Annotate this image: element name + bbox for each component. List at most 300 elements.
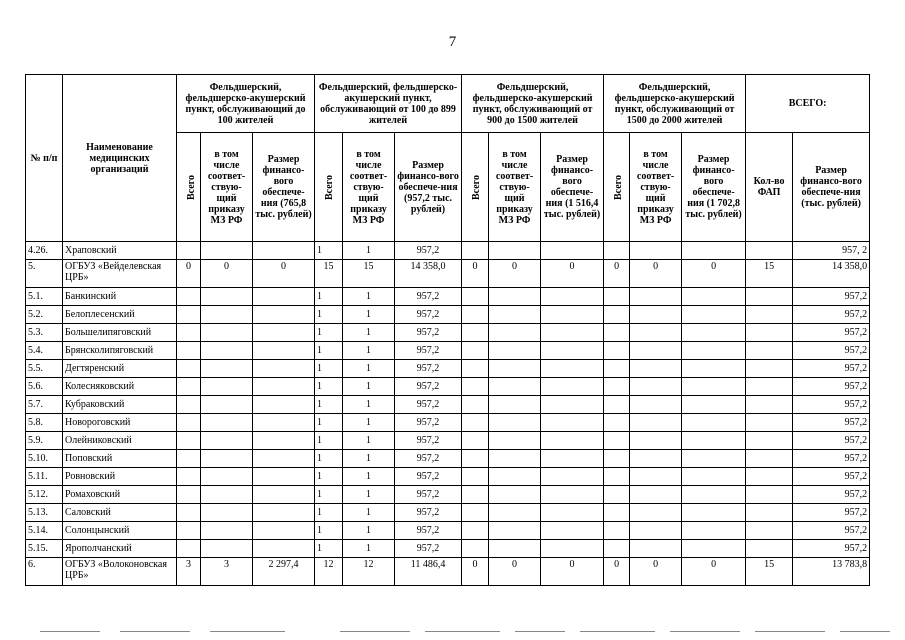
table-row <box>26 486 870 504</box>
cell-col-3 <box>253 486 315 504</box>
cell-col-10 <box>604 360 630 378</box>
cell-col-9 <box>541 504 604 522</box>
cell-col-5: 1 <box>343 242 395 260</box>
organization-name: Солонцынский <box>63 522 177 540</box>
cell-col-11 <box>630 450 682 468</box>
organization-name: Новороговский <box>63 414 177 432</box>
cell-col-6: 957,2 <box>395 504 462 522</box>
organization-name: Кубраковский <box>63 396 177 414</box>
cell-col-6: 957,2 <box>395 324 462 342</box>
cell-col-11 <box>630 414 682 432</box>
cell-col-14: 957,2 <box>793 378 870 396</box>
cell-col-12: 0 <box>682 260 746 288</box>
cell-col-14: 13 783,8 <box>793 558 870 586</box>
cell-col-12 <box>682 306 746 324</box>
cell-col-11 <box>630 468 682 486</box>
cell-col-14: 957,2 <box>793 306 870 324</box>
cell-col-11 <box>630 396 682 414</box>
cell-col-4: 1 <box>315 378 343 396</box>
cell-col-9 <box>541 360 604 378</box>
cell-col-5: 1 <box>343 288 395 306</box>
row-number: 5.7. <box>26 396 63 414</box>
header-vsego-4: Всего <box>604 133 630 242</box>
cell-col-2 <box>201 486 253 504</box>
cell-col-4: 1 <box>315 360 343 378</box>
header-incl-1: в том числе соответ-ствую-щий приказу МЗ РФ <box>201 133 253 242</box>
cell-col-2 <box>201 396 253 414</box>
page-bottom-lines <box>0 631 905 637</box>
cell-col-12 <box>682 486 746 504</box>
cell-col-13 <box>746 306 793 324</box>
cell-col-14: 957,2 <box>793 450 870 468</box>
cell-col-7 <box>462 414 489 432</box>
cell-col-7 <box>462 306 489 324</box>
cell-col-14: 957,2 <box>793 414 870 432</box>
cell-col-13 <box>746 324 793 342</box>
cell-col-3: 0 <box>253 260 315 288</box>
cell-col-3 <box>253 540 315 558</box>
organization-name: Большелипяговский <box>63 324 177 342</box>
cell-col-2: 0 <box>201 260 253 288</box>
cell-col-9 <box>541 522 604 540</box>
cell-col-6: 957,2 <box>395 450 462 468</box>
cell-col-2 <box>201 360 253 378</box>
row-number: 5.6. <box>26 378 63 396</box>
organization-name: Брянсколипяговский <box>63 342 177 360</box>
table-row <box>26 540 870 558</box>
cell-col-4: 1 <box>315 432 343 450</box>
cell-col-9 <box>541 324 604 342</box>
row-number: 5.9. <box>26 432 63 450</box>
cell-col-7 <box>462 324 489 342</box>
cell-col-6: 14 358,0 <box>395 260 462 288</box>
table-row <box>26 432 870 450</box>
cell-col-3: 2 297,4 <box>253 558 315 586</box>
cell-col-2 <box>201 450 253 468</box>
organization-name: Колесняковский <box>63 378 177 396</box>
cell-col-9 <box>541 450 604 468</box>
cell-col-14: 957,2 <box>793 468 870 486</box>
cell-col-1 <box>177 432 201 450</box>
cell-col-11 <box>630 242 682 260</box>
cell-col-2 <box>201 342 253 360</box>
cell-col-10 <box>604 378 630 396</box>
cell-col-11 <box>630 432 682 450</box>
cell-col-7 <box>462 522 489 540</box>
cell-col-2 <box>201 468 253 486</box>
table-row <box>26 450 870 468</box>
cell-col-10 <box>604 522 630 540</box>
organization-name: Поповский <box>63 450 177 468</box>
cell-col-9 <box>541 288 604 306</box>
header-incl-3: в том числе соответ-ствую-щий приказу МЗ РФ <box>489 133 541 242</box>
cell-col-9: 0 <box>541 260 604 288</box>
cell-col-14: 957,2 <box>793 486 870 504</box>
cell-col-13 <box>746 486 793 504</box>
cell-col-4: 1 <box>315 242 343 260</box>
cell-col-5: 1 <box>343 432 395 450</box>
cell-col-11 <box>630 486 682 504</box>
cell-col-8 <box>489 540 541 558</box>
cell-col-11 <box>630 342 682 360</box>
cell-col-4: 15 <box>315 260 343 288</box>
organization-name: ОГБУЗ «Волоконовская ЦРБ» <box>63 558 177 586</box>
cell-col-14: 957,2 <box>793 540 870 558</box>
cell-col-6: 957,2 <box>395 468 462 486</box>
cell-col-3 <box>253 242 315 260</box>
cell-col-2 <box>201 242 253 260</box>
header-kol-fap: Кол-во ФАП <box>746 133 793 242</box>
cell-col-4: 1 <box>315 504 343 522</box>
cell-col-13: 15 <box>746 558 793 586</box>
row-number: 5. <box>26 260 63 288</box>
cell-col-5: 1 <box>343 378 395 396</box>
cell-col-13 <box>746 342 793 360</box>
cell-col-13 <box>746 242 793 260</box>
table-row <box>26 558 870 586</box>
cell-col-13 <box>746 504 793 522</box>
cell-col-11 <box>630 360 682 378</box>
cell-col-11: 0 <box>630 558 682 586</box>
cell-col-4: 1 <box>315 342 343 360</box>
cell-col-5: 1 <box>343 450 395 468</box>
header-incl-2: в том числе соответ-ствую-щий приказу МЗ РФ <box>343 133 395 242</box>
cell-col-7 <box>462 242 489 260</box>
row-number: 5.2. <box>26 306 63 324</box>
row-number: 5.12. <box>26 486 63 504</box>
cell-col-12: 0 <box>682 558 746 586</box>
cell-col-8 <box>489 522 541 540</box>
cell-col-2 <box>201 378 253 396</box>
cell-col-14: 957,2 <box>793 324 870 342</box>
cell-col-12 <box>682 522 746 540</box>
organization-name: Белоплесенский <box>63 306 177 324</box>
cell-col-9 <box>541 414 604 432</box>
header-vsego-2: Всего <box>315 133 343 242</box>
header-fin-total: Размер финансо-вого обеспече-ния (тыс. рублей) <box>793 133 870 242</box>
cell-col-5: 1 <box>343 486 395 504</box>
cell-col-1 <box>177 450 201 468</box>
cell-col-12 <box>682 414 746 432</box>
cell-col-3 <box>253 360 315 378</box>
cell-col-10 <box>604 504 630 522</box>
row-number: 5.4. <box>26 342 63 360</box>
cell-col-12 <box>682 242 746 260</box>
table-row <box>26 324 870 342</box>
cell-col-1 <box>177 242 201 260</box>
organization-name: Олейниковский <box>63 432 177 450</box>
header-group-1: Фельдшерский, фельдшерско-акушерский пункт, обслуживающий до 100 жителей <box>177 75 315 133</box>
cell-col-6: 11 486,4 <box>395 558 462 586</box>
cell-col-1 <box>177 378 201 396</box>
header-fin-4: Размер финансо-вого обеспече-ния (1 702,8 тыс. рублей) <box>682 133 746 242</box>
organization-name: Дегтяренский <box>63 360 177 378</box>
cell-col-8: 0 <box>489 260 541 288</box>
cell-col-9 <box>541 342 604 360</box>
cell-col-1 <box>177 396 201 414</box>
cell-col-8 <box>489 486 541 504</box>
cell-col-11: 0 <box>630 260 682 288</box>
cell-col-5: 1 <box>343 306 395 324</box>
cell-col-11 <box>630 288 682 306</box>
cell-col-7 <box>462 342 489 360</box>
table-row <box>26 522 870 540</box>
cell-col-1: 0 <box>177 260 201 288</box>
organization-name: Ровновский <box>63 468 177 486</box>
organization-name: Храповский <box>63 242 177 260</box>
cell-col-13 <box>746 360 793 378</box>
cell-col-14: 957,2 <box>793 342 870 360</box>
cell-col-7 <box>462 468 489 486</box>
cell-col-2 <box>201 432 253 450</box>
cell-col-5: 1 <box>343 342 395 360</box>
cell-col-4: 1 <box>315 522 343 540</box>
row-number: 5.15. <box>26 540 63 558</box>
cell-col-14: 14 358,0 <box>793 260 870 288</box>
cell-col-12 <box>682 450 746 468</box>
cell-col-13 <box>746 540 793 558</box>
cell-col-8 <box>489 324 541 342</box>
header-fin-1: Размер финансо-вого обеспече-ния (765,8 тыс. рублей) <box>253 133 315 242</box>
cell-col-1: 3 <box>177 558 201 586</box>
table-row <box>26 260 870 288</box>
cell-col-8 <box>489 468 541 486</box>
organization-name: Ромаховский <box>63 486 177 504</box>
cell-col-7 <box>462 540 489 558</box>
header-incl-4: в том числе соответ-ствую-щий приказу МЗ РФ <box>630 133 682 242</box>
cell-col-12 <box>682 288 746 306</box>
table-body <box>26 242 870 586</box>
cell-col-12 <box>682 396 746 414</box>
cell-col-10: 0 <box>604 260 630 288</box>
cell-col-2: 3 <box>201 558 253 586</box>
cell-col-1 <box>177 468 201 486</box>
cell-col-1 <box>177 324 201 342</box>
cell-col-2 <box>201 288 253 306</box>
table-row <box>26 414 870 432</box>
cell-col-5: 1 <box>343 396 395 414</box>
cell-col-12 <box>682 324 746 342</box>
cell-col-4: 1 <box>315 414 343 432</box>
cell-col-3 <box>253 288 315 306</box>
cell-col-1 <box>177 360 201 378</box>
cell-col-11 <box>630 378 682 396</box>
cell-col-6: 957,2 <box>395 432 462 450</box>
cell-col-7 <box>462 396 489 414</box>
cell-col-3 <box>253 414 315 432</box>
cell-col-14: 957,2 <box>793 522 870 540</box>
cell-col-7: 0 <box>462 260 489 288</box>
row-number: 5.10. <box>26 450 63 468</box>
cell-col-10: 0 <box>604 558 630 586</box>
cell-col-8 <box>489 242 541 260</box>
cell-col-2 <box>201 504 253 522</box>
cell-col-5: 1 <box>343 360 395 378</box>
cell-col-3 <box>253 504 315 522</box>
cell-col-12 <box>682 378 746 396</box>
cell-col-6: 957,2 <box>395 360 462 378</box>
cell-col-3 <box>253 522 315 540</box>
header-vsego-3: Всего <box>462 133 489 242</box>
table-row <box>26 306 870 324</box>
cell-col-11 <box>630 306 682 324</box>
cell-col-6: 957,2 <box>395 242 462 260</box>
cell-col-10 <box>604 414 630 432</box>
header-total: ВСЕГО: <box>746 75 870 133</box>
cell-col-10 <box>604 450 630 468</box>
cell-col-6: 957,2 <box>395 288 462 306</box>
cell-col-8 <box>489 396 541 414</box>
row-number: 5.3. <box>26 324 63 342</box>
cell-col-14: 957,2 <box>793 504 870 522</box>
cell-col-9 <box>541 432 604 450</box>
table-row <box>26 288 870 306</box>
cell-col-6: 957,2 <box>395 378 462 396</box>
cell-col-10 <box>604 540 630 558</box>
cell-col-4: 1 <box>315 468 343 486</box>
row-number: 6. <box>26 558 63 586</box>
cell-col-8 <box>489 288 541 306</box>
cell-col-8 <box>489 450 541 468</box>
row-number: 5.11. <box>26 468 63 486</box>
cell-col-11 <box>630 504 682 522</box>
cell-col-6: 957,2 <box>395 306 462 324</box>
cell-col-9 <box>541 486 604 504</box>
cell-col-5: 1 <box>343 522 395 540</box>
cell-col-1 <box>177 288 201 306</box>
header-vsego-1: Всего <box>177 133 201 242</box>
table-row <box>26 468 870 486</box>
cell-col-8 <box>489 378 541 396</box>
cell-col-14: 957, 2 <box>793 242 870 260</box>
cell-col-7: 0 <box>462 558 489 586</box>
cell-col-14: 957,2 <box>793 288 870 306</box>
cell-col-13 <box>746 432 793 450</box>
cell-col-1 <box>177 414 201 432</box>
cell-col-8 <box>489 342 541 360</box>
cell-col-5: 15 <box>343 260 395 288</box>
cell-col-3 <box>253 378 315 396</box>
cell-col-5: 1 <box>343 324 395 342</box>
table-row <box>26 396 870 414</box>
cell-col-11 <box>630 522 682 540</box>
cell-col-8 <box>489 306 541 324</box>
cell-col-14: 957,2 <box>793 360 870 378</box>
cell-col-9 <box>541 540 604 558</box>
cell-col-10 <box>604 324 630 342</box>
cell-col-1 <box>177 540 201 558</box>
cell-col-2 <box>201 414 253 432</box>
cell-col-6: 957,2 <box>395 522 462 540</box>
cell-col-4: 1 <box>315 450 343 468</box>
cell-col-12 <box>682 504 746 522</box>
cell-col-2 <box>201 522 253 540</box>
fap-table <box>25 74 870 586</box>
cell-col-3 <box>253 306 315 324</box>
cell-col-3 <box>253 324 315 342</box>
cell-col-7 <box>462 504 489 522</box>
cell-col-5: 1 <box>343 540 395 558</box>
cell-col-10 <box>604 468 630 486</box>
cell-col-13 <box>746 378 793 396</box>
cell-col-11 <box>630 540 682 558</box>
cell-col-7 <box>462 432 489 450</box>
cell-col-11 <box>630 324 682 342</box>
cell-col-4: 1 <box>315 288 343 306</box>
page-number: 7 <box>448 34 457 50</box>
cell-col-13: 15 <box>746 260 793 288</box>
cell-col-4: 1 <box>315 324 343 342</box>
cell-col-10 <box>604 288 630 306</box>
cell-col-1 <box>177 306 201 324</box>
cell-col-1 <box>177 486 201 504</box>
cell-col-1 <box>177 342 201 360</box>
cell-col-3 <box>253 450 315 468</box>
cell-col-4: 1 <box>315 486 343 504</box>
cell-col-10 <box>604 432 630 450</box>
cell-col-9 <box>541 396 604 414</box>
cell-col-2 <box>201 306 253 324</box>
cell-col-10 <box>604 342 630 360</box>
table-row <box>26 378 870 396</box>
cell-col-6: 957,2 <box>395 396 462 414</box>
cell-col-7 <box>462 450 489 468</box>
header-fin-3: Размер финансо-вого обеспече-ния (1 516,4 тыс. рублей) <box>541 133 604 242</box>
cell-col-3 <box>253 432 315 450</box>
cell-col-8 <box>489 360 541 378</box>
cell-col-7 <box>462 378 489 396</box>
header-fin-2: Размер финансо-вого обеспече-ния (957,2 тыс. рублей) <box>395 133 462 242</box>
organization-name: Ярополчанский <box>63 540 177 558</box>
row-number: 5.5. <box>26 360 63 378</box>
cell-col-6: 957,2 <box>395 342 462 360</box>
row-number: 5.1. <box>26 288 63 306</box>
cell-col-8 <box>489 504 541 522</box>
row-number: 5.14. <box>26 522 63 540</box>
cell-col-5: 1 <box>343 504 395 522</box>
organization-name: Банкинский <box>63 288 177 306</box>
cell-col-13 <box>746 450 793 468</box>
table-row <box>26 342 870 360</box>
cell-col-13 <box>746 522 793 540</box>
cell-col-10 <box>604 306 630 324</box>
cell-col-12 <box>682 432 746 450</box>
header-group-3: Фельдшерский, фельдшерско-акушерский пункт, обслуживающий от 900 до 1500 жителей <box>462 75 604 133</box>
cell-col-13 <box>746 288 793 306</box>
cell-col-7 <box>462 486 489 504</box>
cell-col-10 <box>604 396 630 414</box>
cell-col-14: 957,2 <box>793 396 870 414</box>
table-row <box>26 360 870 378</box>
cell-col-3 <box>253 468 315 486</box>
cell-col-3 <box>253 396 315 414</box>
cell-col-6: 957,2 <box>395 414 462 432</box>
cell-col-5: 12 <box>343 558 395 586</box>
row-number: 5.8. <box>26 414 63 432</box>
cell-col-14: 957,2 <box>793 432 870 450</box>
cell-col-9 <box>541 306 604 324</box>
cell-col-13 <box>746 396 793 414</box>
cell-col-2 <box>201 324 253 342</box>
table-row <box>26 504 870 522</box>
cell-col-5: 1 <box>343 468 395 486</box>
cell-col-2 <box>201 540 253 558</box>
cell-col-12 <box>682 342 746 360</box>
header-group-2: Фельдшерский, фельдшерско-акушерский пункт, обслуживающий от 100 до 899 жителей <box>315 75 462 133</box>
organization-name: ОГБУЗ «Вейделевская ЦРБ» <box>63 260 177 288</box>
cell-col-8: 0 <box>489 558 541 586</box>
table-row <box>26 242 870 260</box>
